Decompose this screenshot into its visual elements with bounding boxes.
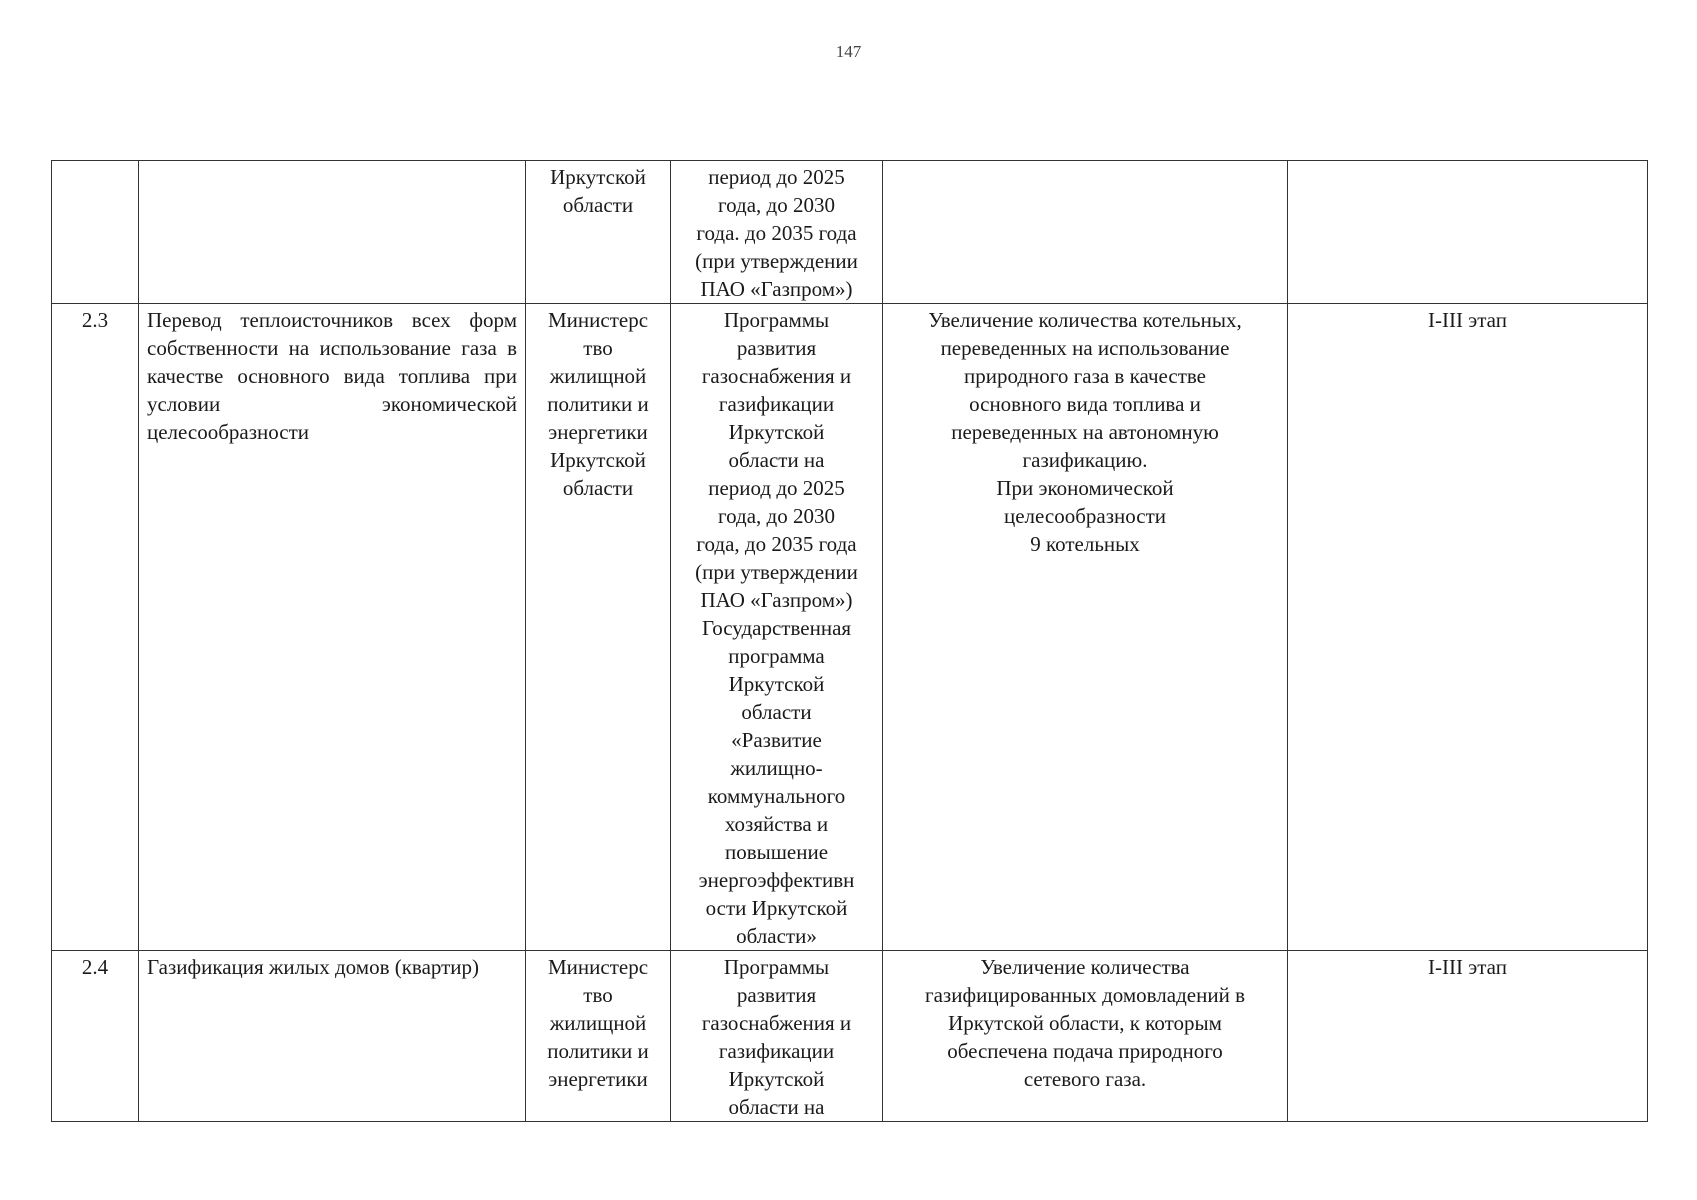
table-row bbox=[52, 161, 1648, 304]
source-cell: период до 2025 года, до 2030 года. до 2035 года (при утверждении ПАО «Газпром») bbox=[671, 161, 883, 304]
row-number-cell: 2.4 bbox=[52, 951, 139, 1122]
stage-cell: I-III этап bbox=[1288, 951, 1648, 1122]
table-row bbox=[52, 951, 1648, 1122]
event-cell bbox=[139, 161, 526, 304]
event-cell: Перевод теплоисточников всех форм собственности на использование газа в качестве основного вида топлива при условии экономической целесообразности bbox=[139, 304, 526, 951]
result-cell: Увеличение количества котельных, переведенных на использование природного газа в качестве основного вида топлива и переведенных на автономную газификацию. При экономической целесообразности 9 котельных bbox=[883, 304, 1288, 951]
row-number-cell bbox=[52, 161, 139, 304]
result-cell: Увеличение количества газифицированных домовладений в Иркутской области, к которым обеспечена подача природного сетевого газа. bbox=[883, 951, 1288, 1122]
source-cell: Программы развития газоснабжения и газификации Иркутской области на период до 2025 года, до 2030 года, до 2035 года (при утверждении ПАО «Газпром») Государственная программа Иркутской области «Развитие жилищно- коммунального хозяйства и повышение энергоэффективн ости Иркутской области» bbox=[671, 304, 883, 951]
measures-table bbox=[51, 160, 1648, 1122]
table-row bbox=[52, 304, 1648, 951]
responsible-cell: Иркутской области bbox=[526, 161, 671, 304]
responsible-cell: Министерс тво жилищной политики и энергетики bbox=[526, 951, 671, 1122]
stage-cell bbox=[1288, 161, 1648, 304]
row-number-cell: 2.3 bbox=[52, 304, 139, 951]
responsible-cell: Министерс тво жилищной политики и энергетики Иркутской области bbox=[526, 304, 671, 951]
event-cell: Газификация жилых домов (квартир) bbox=[139, 951, 526, 1122]
result-cell bbox=[883, 161, 1288, 304]
page-number: 147 bbox=[835, 42, 862, 61]
stage-cell: I-III этап bbox=[1288, 304, 1648, 951]
source-cell: Программы развития газоснабжения и газификации Иркутской области на bbox=[671, 951, 883, 1122]
